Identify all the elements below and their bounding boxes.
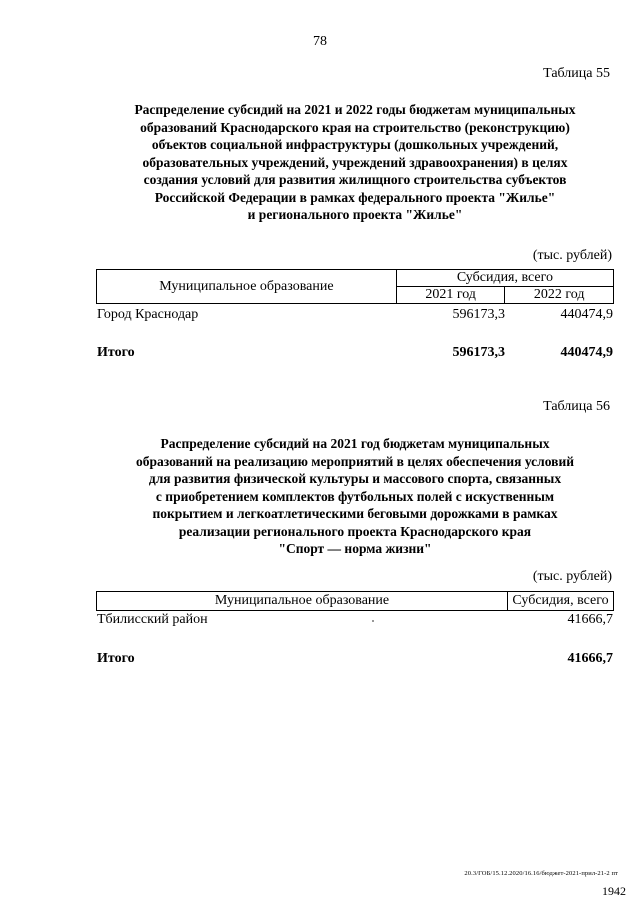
table-56-header [96, 591, 614, 611]
header-subsidy-total: Субсидия, всего [396, 270, 613, 287]
total-row [97, 345, 617, 363]
table-row [97, 612, 617, 630]
table-55-title [90, 101, 620, 224]
total-label: Итого [97, 651, 135, 666]
row-value-2021: 596173,3 [452, 307, 505, 322]
title-line: образований на реализацию мероприятий в целях обеспечения условий [135, 453, 575, 469]
table-row [97, 307, 617, 325]
table-56-label: Таблица 56 [543, 399, 610, 414]
header-year-2021: 2021 год [396, 287, 505, 304]
total-value-2022: 440474,9 [560, 345, 613, 360]
total-value-2021: 596173,3 [452, 345, 505, 360]
title-line: образовательных учреждений, учреждений здравоохранения) в целях [142, 154, 568, 170]
document-code: 20.3/ГОБ/15.12.2020/16.16/бюджет-2021-прил-21-2 пт [464, 870, 618, 877]
title-line: для развития физической культуры и массового спорта, связанных [148, 471, 562, 486]
table-56-units: (тыс. рублей) [532, 569, 612, 584]
title-line: покрытием и легкоатлетическими беговыми дорожками в рамках [152, 506, 558, 521]
title-line: с приобретением комплектов футбольных полей с искуственным [155, 488, 555, 504]
row-municipality: Тбилисский район [97, 612, 208, 627]
table-56-title [90, 435, 620, 558]
title-line: "Спорт — норма жизни" [278, 541, 432, 556]
header-municipality: Муниципальное образование [97, 270, 397, 304]
page-number: 78 [313, 34, 327, 49]
total-value-subsidy: 41666,7 [567, 651, 613, 666]
total-label: Итого [97, 345, 135, 360]
table-55-units: (тыс. рублей) [532, 248, 612, 263]
title-line: реализации регионального проекта Краснодарского края [178, 523, 532, 539]
row-value-2022: 440474,9 [560, 307, 613, 322]
title-line: создания условий для развития жилищного строительства субъектов [143, 172, 567, 187]
sheet-number: 1942 [602, 884, 626, 898]
header-year-2022: 2022 год [505, 287, 614, 304]
title-line: и регионального проекта "Жилье" [247, 207, 463, 222]
title-line: объектов социальной инфраструктуры (дошкольных учреждений, [151, 137, 559, 152]
title-line: Распределение субсидий на 2021 год бюджетам муниципальных [160, 436, 550, 451]
total-row [97, 651, 617, 669]
row-value-subsidy: 41666,7 [567, 612, 613, 627]
title-line: образований Краснодарского края на строительство (реконструкцию) [140, 119, 570, 135]
header-municipality: Муниципальное образование [97, 592, 508, 611]
header-subsidy-total: Субсидия, всего [508, 592, 614, 611]
table-55-header [96, 269, 614, 304]
table-55-label: Таблица 55 [543, 66, 610, 81]
row-municipality: Город Краснодар [97, 307, 199, 322]
title-line: Распределение субсидий на 2021 и 2022 годы бюджетам муниципальных [134, 102, 576, 117]
title-line: Российской Федерации в рамках федерального проекта "Жилье" [154, 189, 556, 205]
